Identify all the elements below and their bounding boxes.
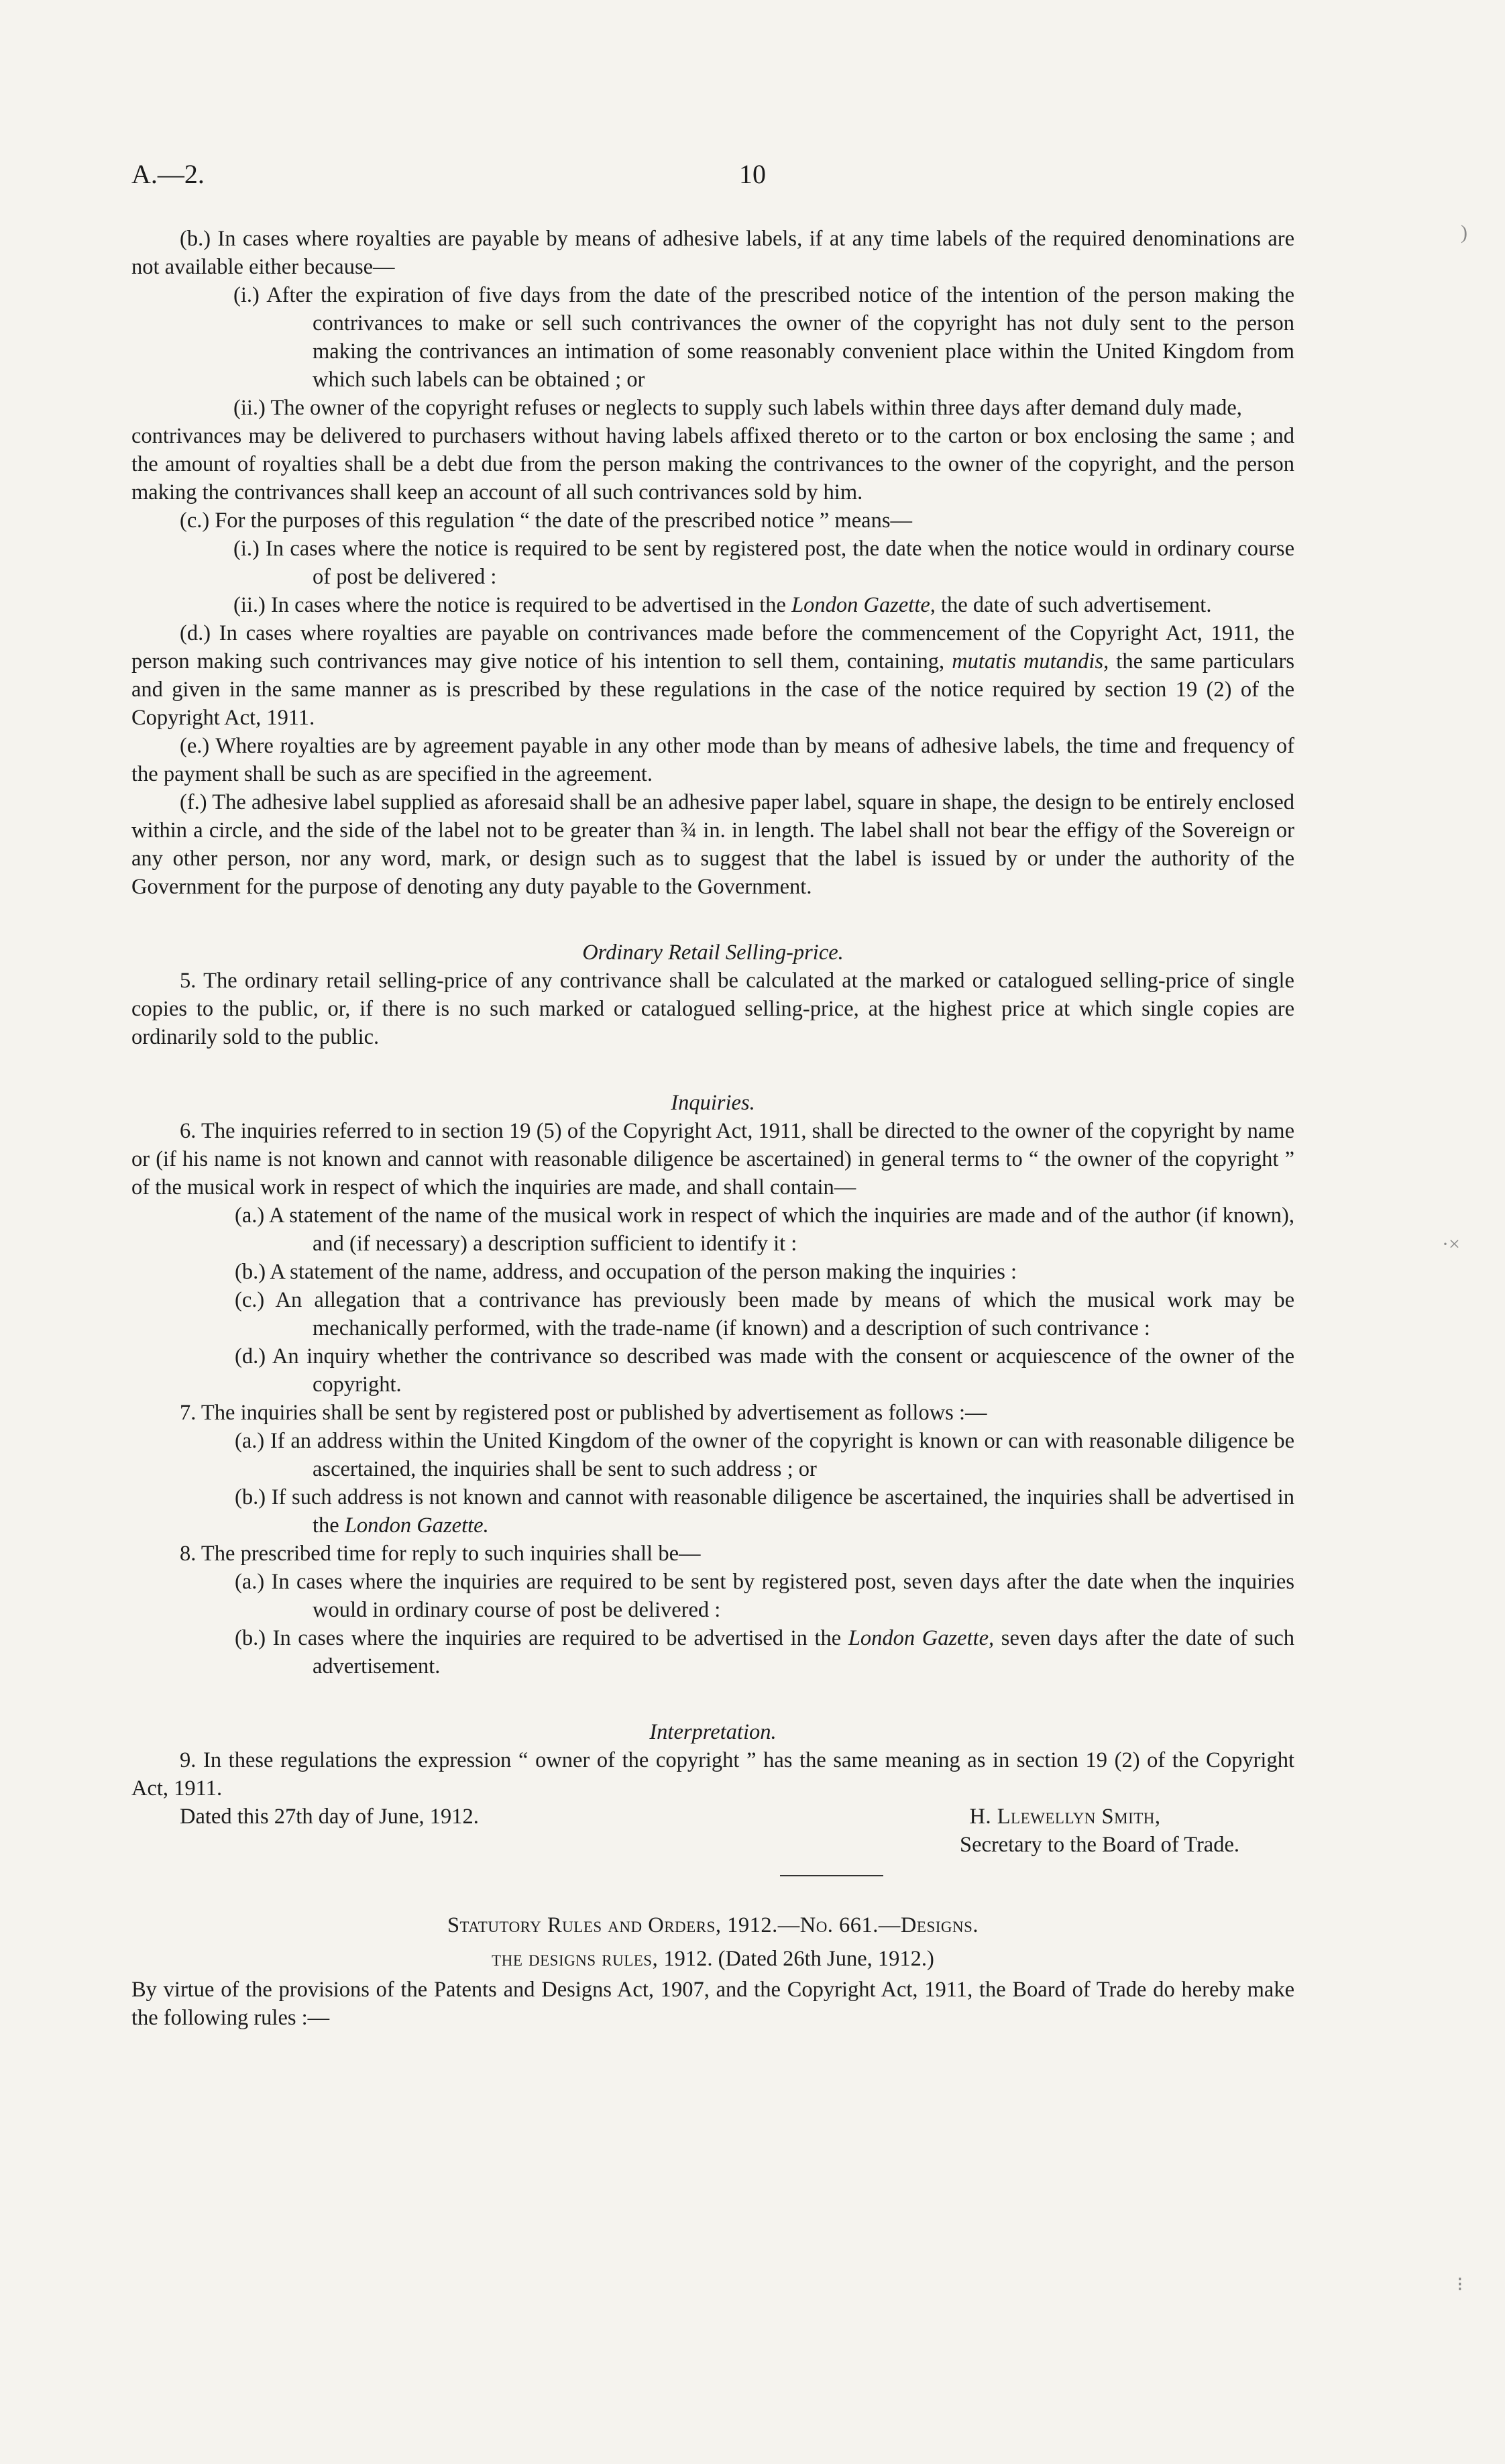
margin-mark: ·×: [1442, 1233, 1460, 1255]
clause-f: (f.) The adhesive label supplied as aforesaid shall be an adhesive paper label, square in shape, the design to be entirely enclosed within a circle, and the side of the label not to be greater than ¾ in. in length. The label shall not bear the effigy of the Sovereign or any other person, nor any word, mark, or design such as to suggest that the label is issued by or under the authority of the Government for the purpose of denoting any duty payable to the Government.: [131, 790, 1294, 899]
order-title: Statutory Rules and Orders, 1912.—No. 661.—Designs.: [447, 1913, 979, 1937]
clause-c-ii-text: (ii.) In cases where the notice is required to be advertised in the: [233, 593, 792, 617]
regulation-8-b-gazette: London Gazette,: [848, 1626, 995, 1650]
regulation-6-c: (c.) An allegation that a contrivance has previously been made by means of which the musical work may be mechanically performed, with the trade-name (if known) and a description of such contrivance :: [235, 1288, 1294, 1340]
regulation-8-b: [131, 1624, 1294, 1680]
clause-d: [131, 619, 1294, 732]
clause-c-ii-end: the date of such advertisement.: [935, 593, 1212, 617]
regulation-7: 7. The inquiries shall be sent by registered post or published by advertisement as follows :—: [180, 1401, 987, 1425]
order-subtitle-caps: the designs rules,: [492, 1947, 659, 1971]
regulation-6-d: (d.) An inquiry whether the contrivance so described was made with the consent or acquiescence of the owner of the copyright.: [235, 1344, 1294, 1397]
regulation-8-b-text: (b.) In cases where the inquiries are required to be advertised in the: [235, 1626, 848, 1650]
dated-signature-row: [131, 1803, 1294, 1831]
section-heading-inquiries: Inquiries.: [671, 1091, 755, 1115]
page-header: [131, 158, 1374, 199]
regulation-7-b: [131, 1483, 1294, 1540]
clause-c-ii-gazette: London Gazette,: [791, 593, 936, 617]
document-reference: A.—2.: [131, 159, 205, 189]
regulation-8-b-end: seven days after the date of such advertisement.: [313, 1626, 1295, 1678]
regulation-8-a: (a.) In cases where the inquiries are required to be sent by registered post, seven days after the date when the inquiries would in ordinary course of post be delivered :: [235, 1570, 1294, 1622]
regulation-5: 5. The ordinary retail selling-price of any contrivance shall be calculated at the marked or catalogued selling-price of single copies to the public, or, if there is no such marked or catalogued selling-price, at the highest price at which single copies are ordinarily sold to the public.: [131, 969, 1294, 1049]
clause-d-latin: mutatis mutandis,: [952, 649, 1109, 674]
clause-c-i: (i.) In cases where the notice is required to be sent by registered post, the date when the notice would in ordinary course of post be delivered :: [233, 537, 1294, 589]
clause-b-i: (i.) After the expiration of five days from the date of the prescribed notice of the intention of the person making the contrivances to make or sell such contrivances the owner of the copyright has not duly sent to the person making the contrivances an intimation of some reasonably convenient place within the United Kingdom from which such labels can be obtained ; or: [233, 283, 1294, 392]
section-heading-interpretation: Interpretation.: [649, 1720, 777, 1744]
clause-c-ii: [131, 591, 1294, 619]
section-heading-retail: Ordinary Retail Selling-price.: [582, 941, 844, 965]
document-body: [131, 225, 1294, 2032]
section-divider: [780, 1875, 883, 1876]
clause-d-end: the same particulars and given in the same manner as is prescribed by these regulations in the case of the notice required by section 19 (2) of the Copyright Act, 1911.: [131, 649, 1295, 730]
clause-b-tail: contrivances may be delivered to purchasers without having labels affixed thereto or to the carton or box enclosing the same ; and the amount of royalties shall be a debt due from the person making the contrivances to the owner of the copyright, and the person making the contrivances shall keep an account of all such contrivances sold by him.: [131, 424, 1294, 504]
page-number: 10: [739, 159, 766, 189]
regulation-7-a: (a.) If an address within the United Kingdom of the owner of the copyright is known or can with reasonable diligence be ascertained, the inquiries shall be sent to such address ; or: [235, 1429, 1294, 1481]
regulation-6-a: (a.) A statement of the name of the musical work in respect of which the inquiries are made and of the author (if known), and (if necessary) a description sufficient to identify it :: [235, 1203, 1294, 1256]
regulation-8: 8. The prescribed time for reply to such inquiries shall be—: [180, 1542, 701, 1566]
order-subtitle: [131, 1945, 1294, 1973]
order-preamble: By virtue of the provisions of the Patents and Designs Act, 1907, and the Copyright Act, 1911, the Board of Trade do hereby make the following rules :—: [131, 1978, 1294, 2030]
regulation-7-b-gazette: London Gazette.: [344, 1513, 489, 1538]
regulation-6-b: (b.) A statement of the name, address, and occupation of the person making the inquiries :: [235, 1260, 1017, 1284]
clause-b-intro: (b.) In cases where royalties are payable by means of adhesive labels, if at any time labels of the required denominations are not available either because—: [131, 227, 1294, 279]
signatory-title: Secretary to the Board of Trade.: [960, 1833, 1239, 1857]
signatory-name: H. Llewellyn Smith,: [969, 1805, 1161, 1829]
margin-mark: ⁝: [1457, 2273, 1463, 2296]
margin-mark: ): [1461, 221, 1467, 244]
regulation-7-b-text: (b.) If such address is not known and cannot with reasonable diligence be ascertained, the inquiries shall be advertised in the: [235, 1485, 1294, 1538]
clause-c-intro: (c.) For the purposes of this regulation “ the date of the prescribed notice ” means—: [180, 508, 913, 533]
regulation-6: 6. The inquiries referred to in section 19 (5) of the Copyright Act, 1911, shall be directed to the owner of the copyright by name or (if his name is not known and cannot with reasonable diligence be ascertained) in general terms to “ the owner of the copyright ” of the musical work in respect of which the inquiries are made, and shall contain—: [131, 1119, 1294, 1199]
clause-e: (e.) Where royalties are by agreement payable in any other mode than by means of adhesive labels, the time and frequency of the payment shall be such as are specified in the agreement.: [131, 734, 1294, 786]
regulation-9: 9. In these regulations the expression “ owner of the copyright ” has the same meaning as in section 19 (2) of the Copyright Act, 1911.: [131, 1748, 1294, 1801]
order-subtitle-rest: 1912. (Dated 26th June, 1912.): [658, 1947, 934, 1971]
dated-line: Dated this 27th day of June, 1912.: [180, 1805, 479, 1829]
clause-b-ii: (ii.) The owner of the copyright refuses or neglects to supply such labels within three days after demand duly made,: [233, 396, 1242, 420]
clause-d-text: (d.) In cases where royalties are payable on contrivances made before the commencement of the Copyright Act, 1911, the person making such contrivances may give notice of his intention to sell them, containing,: [131, 621, 1294, 674]
